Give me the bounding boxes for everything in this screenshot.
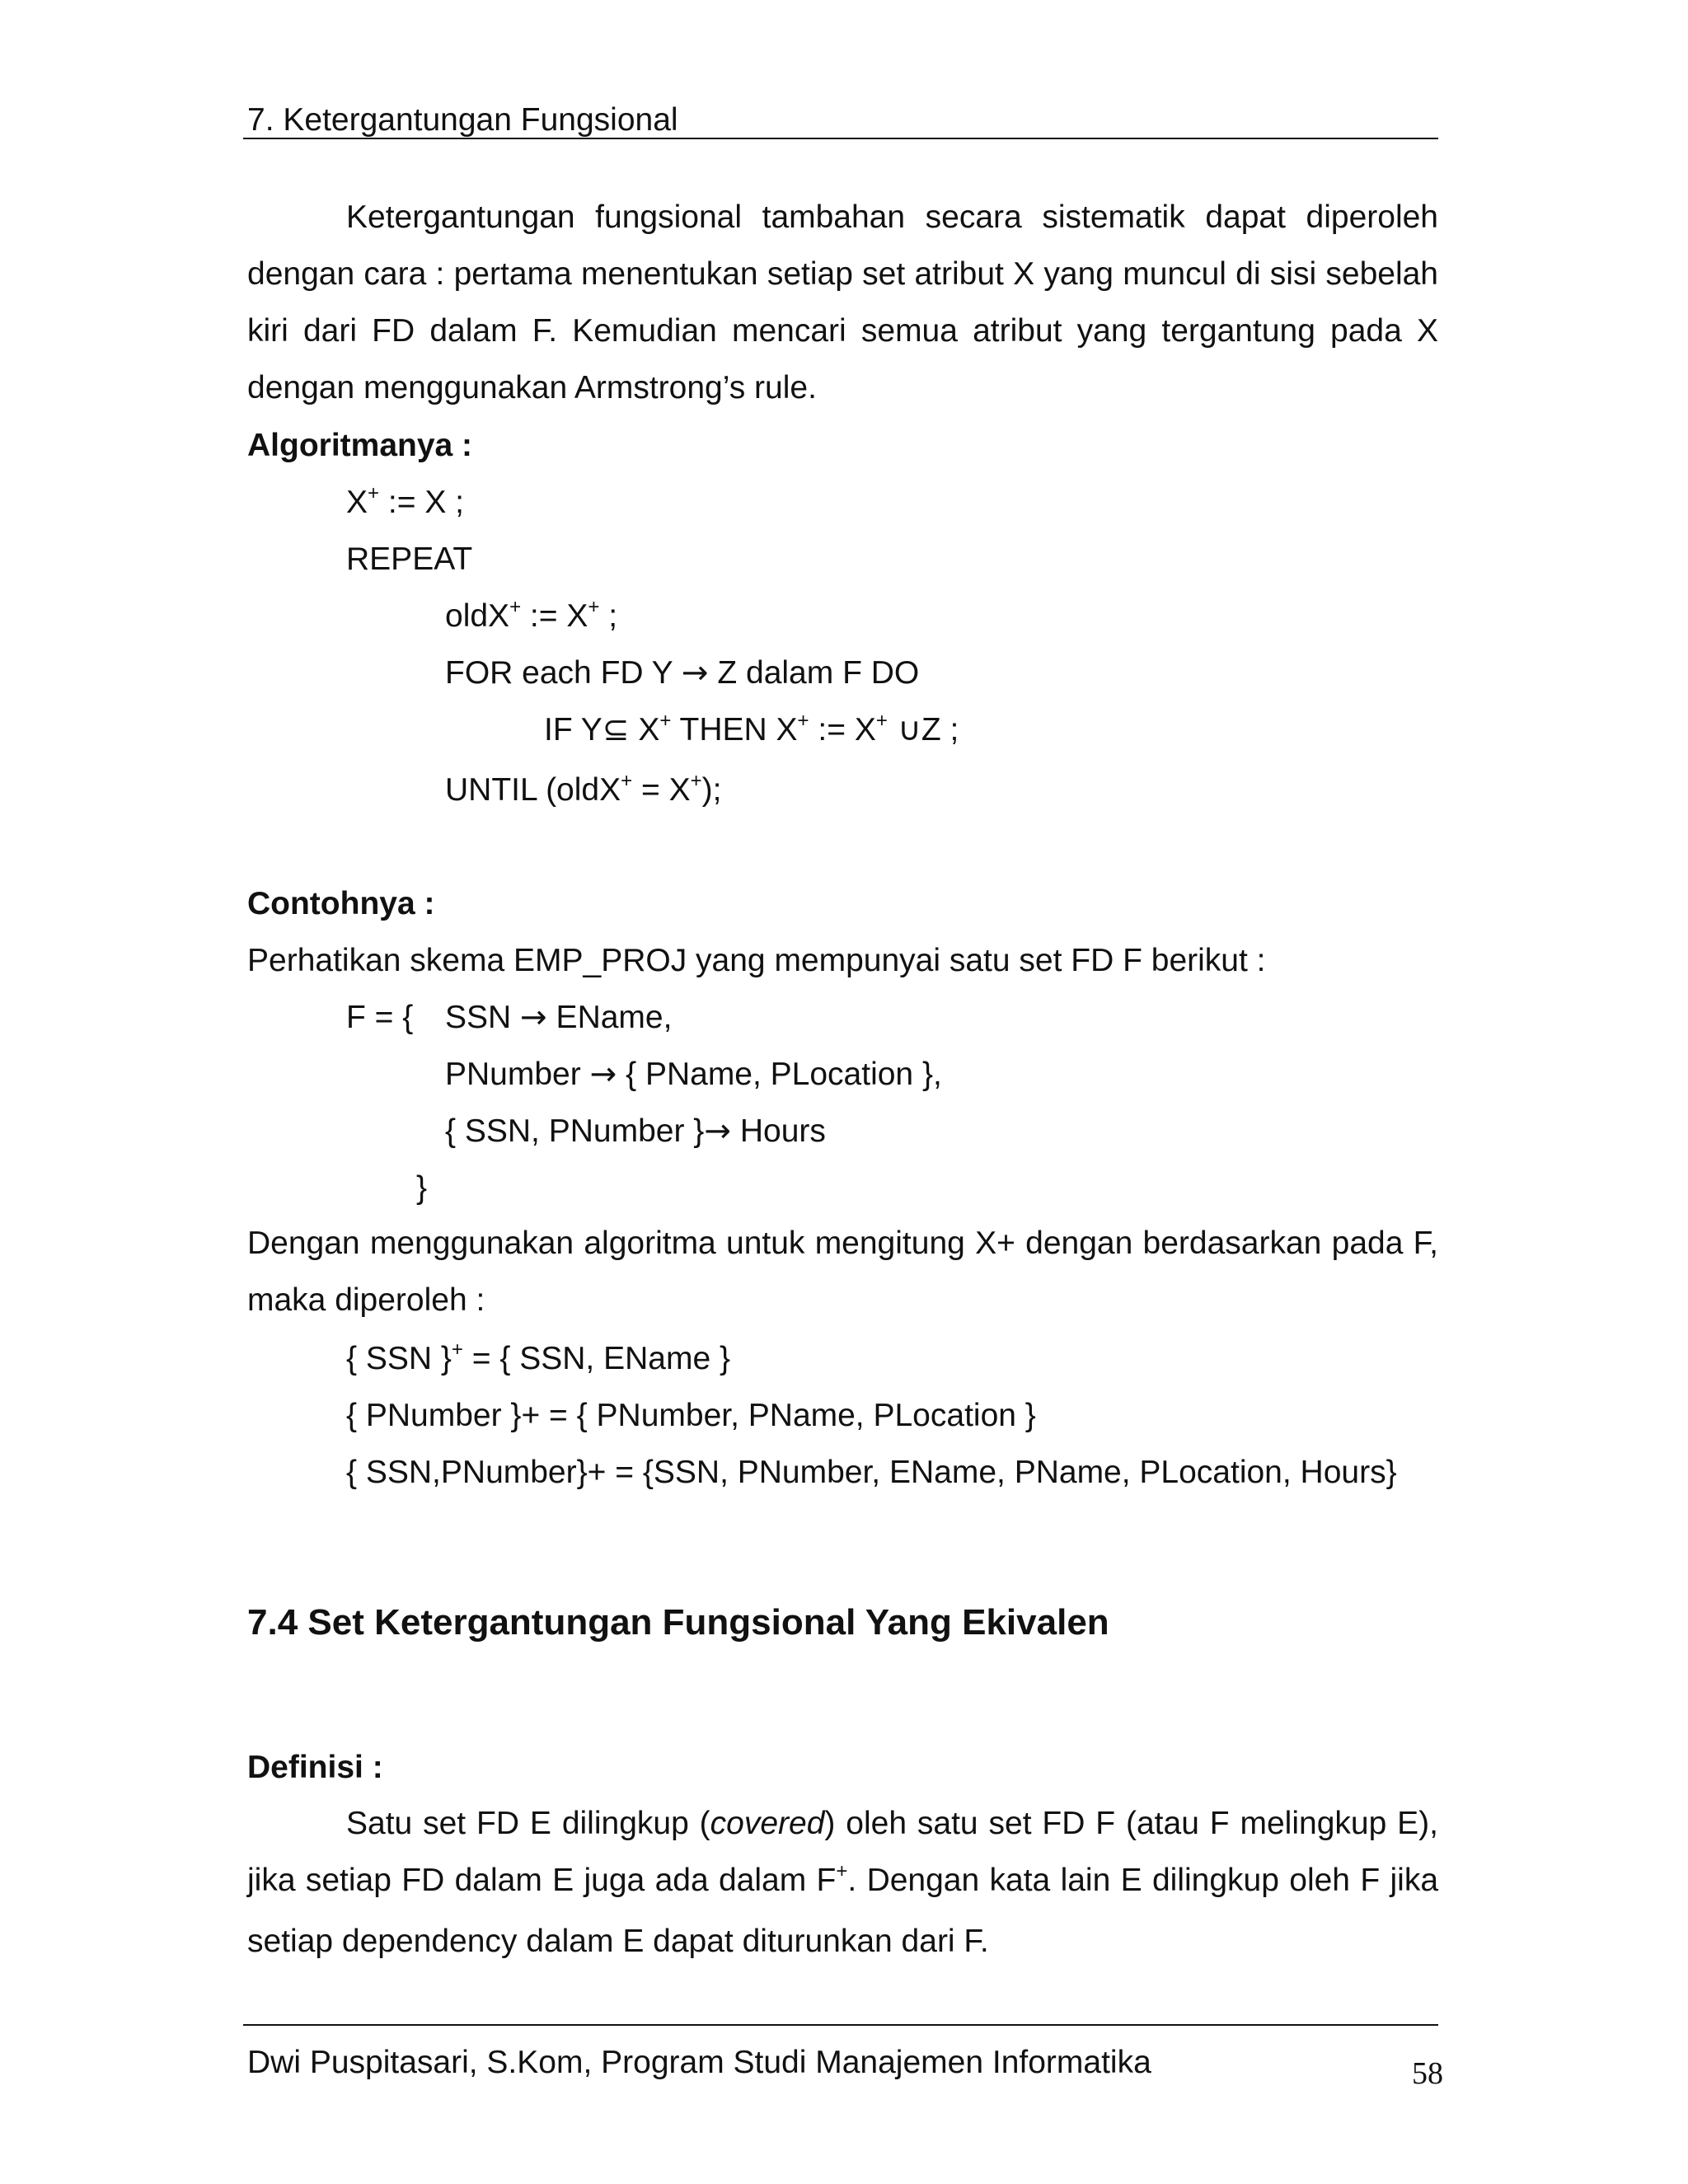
text: := X bbox=[809, 712, 876, 748]
text: X bbox=[346, 485, 368, 520]
algorithm-line-4 bbox=[445, 654, 920, 691]
conclusion-text: Dengan menggunakan algoritma untuk mengitung X+ dengan berdasarkan pada F, maka diperoleh : bbox=[247, 1226, 1438, 1318]
text: Z ; bbox=[921, 712, 959, 748]
text: oldX bbox=[445, 598, 510, 634]
superscript-plus: + bbox=[509, 596, 522, 618]
text: EName, bbox=[546, 1000, 673, 1035]
superscript-plus: + bbox=[621, 770, 633, 792]
right-arrow-icon: → bbox=[681, 654, 709, 691]
text: ; bbox=[599, 598, 618, 634]
text: Z dalam F DO bbox=[708, 655, 920, 691]
text: = X bbox=[632, 772, 691, 808]
example-conclusion bbox=[247, 1215, 1438, 1329]
text: { SSN, PNumber } bbox=[445, 1113, 705, 1149]
text: PNumber bbox=[445, 1057, 590, 1092]
text: IF Y bbox=[544, 712, 603, 748]
algorithm-line-5 bbox=[544, 710, 959, 748]
section-title: 7.4 Set Ketergantungan Fungsional Yang Ekivalen bbox=[247, 1602, 1109, 1643]
text: SSN bbox=[445, 1000, 521, 1035]
subset-symbol-icon: ⊆ bbox=[602, 711, 630, 748]
text: Hours bbox=[731, 1113, 826, 1149]
text: ); bbox=[701, 772, 722, 808]
superscript-plus: + bbox=[690, 770, 702, 792]
superscript-plus: + bbox=[836, 1860, 848, 1882]
fd-set-close: } bbox=[416, 1170, 428, 1206]
text: FOR each FD Y bbox=[445, 655, 682, 691]
definition-heading: Definisi : bbox=[247, 1750, 383, 1785]
algorithm-line-2: REPEAT bbox=[346, 541, 473, 577]
fd-2 bbox=[445, 1056, 942, 1093]
right-arrow-icon: → bbox=[589, 1056, 617, 1093]
closure-result-1 bbox=[346, 1338, 731, 1376]
example-heading: Contohnya : bbox=[247, 886, 435, 921]
text: ) oleh satu set FD F (atau F melingkup E), jika setiap FD dalam E juga ada dalam F bbox=[247, 1806, 1438, 1898]
page-header-title: 7. Ketergantungan Fungsional bbox=[247, 102, 678, 138]
text: Satu set FD E dilingkup ( bbox=[346, 1806, 710, 1841]
superscript-plus: + bbox=[659, 710, 672, 732]
text: { PName, PLocation }, bbox=[617, 1057, 942, 1092]
example-lead: Perhatikan skema EMP_PROJ yang mempunyai satu set FD F berikut : bbox=[247, 943, 1266, 978]
fd-set-open: F = { bbox=[346, 1000, 414, 1035]
footer-rule bbox=[243, 2024, 1438, 2026]
closure-result-2: { PNumber }+ = { PNumber, PName, PLocation } bbox=[346, 1398, 1036, 1433]
algorithm-line-6 bbox=[445, 770, 722, 808]
text: X bbox=[629, 712, 660, 748]
superscript-plus: + bbox=[875, 710, 888, 732]
superscript-plus: + bbox=[797, 710, 809, 732]
fd-3 bbox=[445, 1113, 826, 1150]
text: THEN X bbox=[671, 712, 798, 748]
right-arrow-icon: → bbox=[520, 999, 547, 1036]
algorithm-heading: Algoritmanya : bbox=[247, 428, 473, 463]
fd-1 bbox=[445, 999, 673, 1036]
page-number: 58 bbox=[1412, 2056, 1443, 2091]
text: := X ; bbox=[379, 485, 464, 520]
footer-author: Dwi Puspitasari, S.Kom, Program Studi Manajemen Informatika bbox=[247, 2045, 1151, 2080]
superscript-plus: + bbox=[368, 482, 380, 504]
text: = { SSN, EName } bbox=[462, 1341, 731, 1376]
algorithm-line-3 bbox=[445, 596, 618, 634]
closure-result-3: { SSN,PNumber}+ = {SSN, PNumber, EName, PName, PLocation, Hours} bbox=[346, 1455, 1397, 1490]
text: := X bbox=[521, 598, 588, 634]
union-symbol-icon: ∪ bbox=[887, 711, 921, 748]
intro-text: Ketergantungan fungsional tambahan secara sistematik dapat diperoleh dengan cara : pertama menentukan setiap set atribut X yang muncul di sisi sebelah kiri dari FD dalam F. Kemudian mencari semua atribut yang tergantung pada X dengan menggunakan Armstrong’s rule. bbox=[247, 199, 1438, 405]
text: { SSN } bbox=[346, 1341, 452, 1376]
italic-term: covered bbox=[710, 1806, 825, 1841]
superscript-plus: + bbox=[588, 596, 600, 618]
superscript-plus: + bbox=[451, 1338, 463, 1361]
definition-paragraph bbox=[247, 1795, 1438, 1970]
algorithm-line-1 bbox=[346, 482, 464, 520]
header-rule bbox=[243, 138, 1438, 139]
text: . Dengan kata lain E dilingkup oleh F jika setiap dependency dalam E dapat diturunkan dari F. bbox=[247, 1863, 1439, 1959]
text: UNTIL (oldX bbox=[445, 772, 621, 808]
right-arrow-icon: → bbox=[704, 1113, 731, 1150]
intro-paragraph bbox=[247, 189, 1438, 416]
